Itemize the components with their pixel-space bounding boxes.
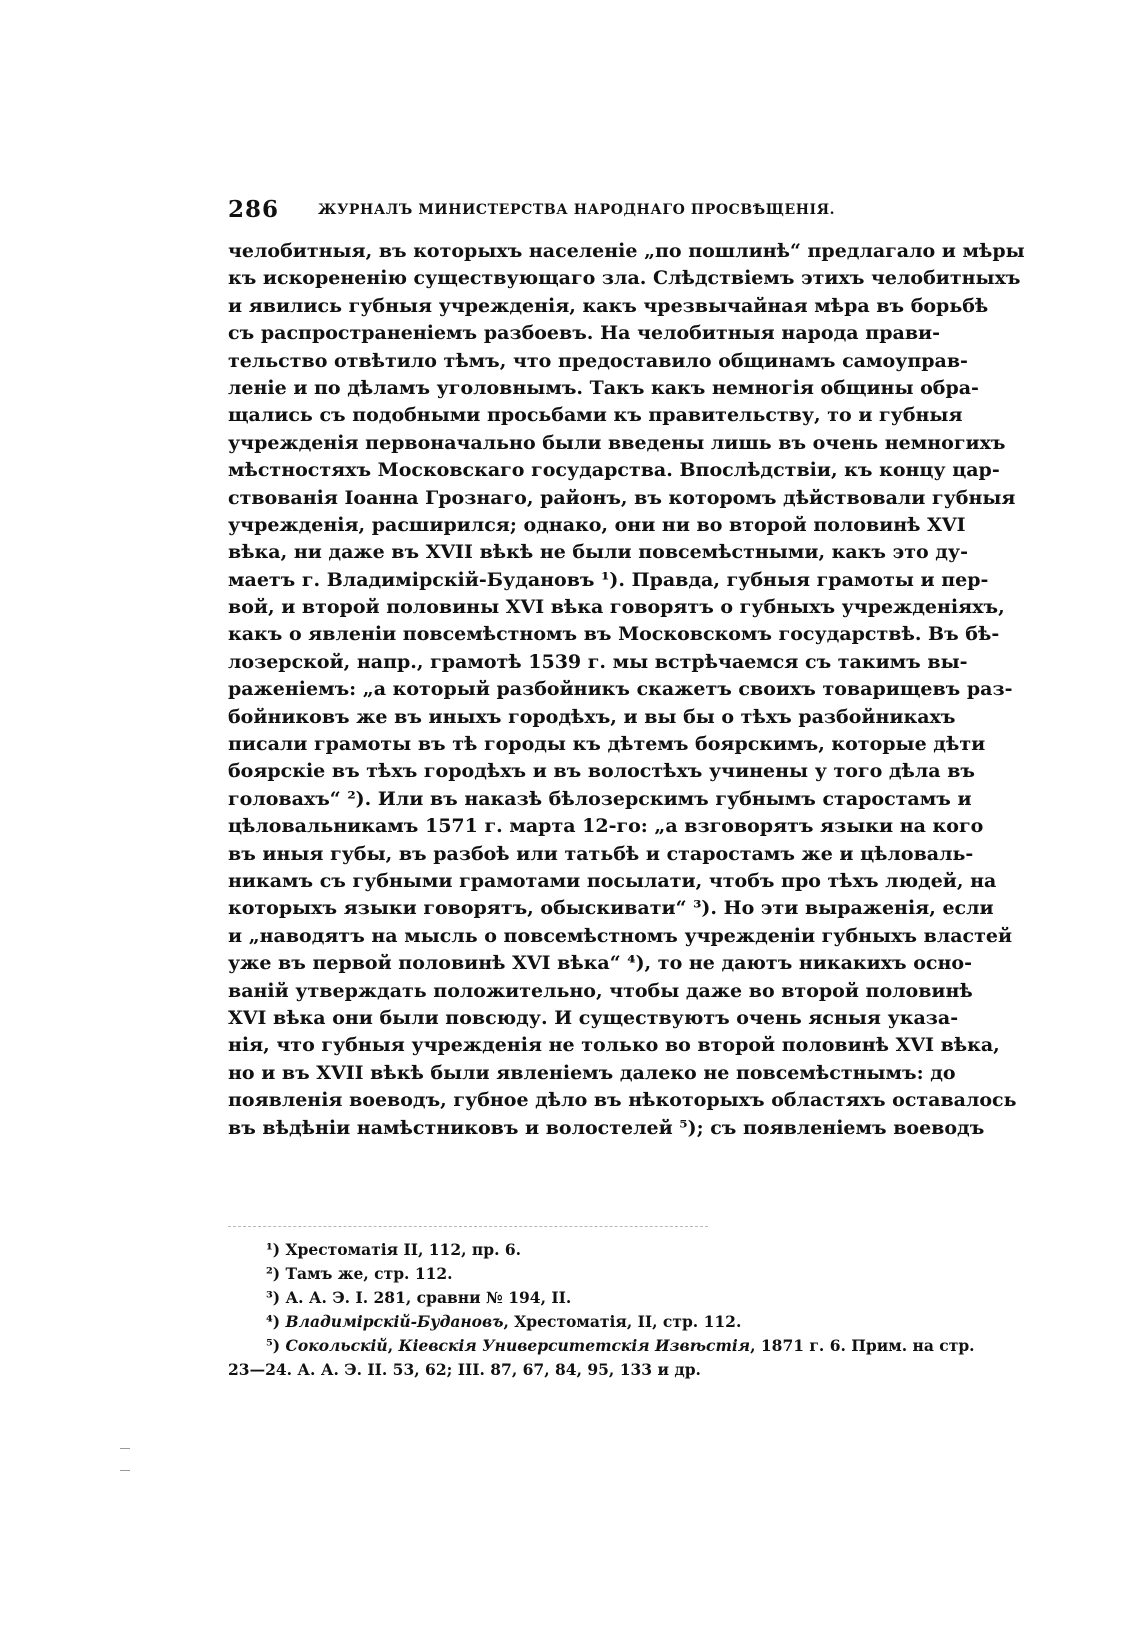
scan-mark <box>120 1470 130 1471</box>
text-line: какъ о явленіи повсемѣстномъ въ Московскомъ государствѣ. Въ бѣ- <box>228 623 1000 646</box>
text-line: тельство отвѣтило тѣмъ, что предоставило общинамъ самоуправ- <box>228 349 968 372</box>
text-line: лозерской, напр., грамотѣ 1539 г. мы встрѣчаемся съ такимъ вы- <box>228 650 968 673</box>
text-line: въ вѣдѣніи намѣстниковъ и волостелей ⁵); съ появленіемъ воеводъ <box>228 1116 985 1139</box>
footnote-5-marker: ⁵) <box>266 1336 286 1355</box>
text-line: съ распространеніемъ разбоевъ. На челобитныя народа прави- <box>228 322 940 345</box>
footnote-5-journal: Кіевскія Университетскія Извѣстія <box>398 1336 751 1355</box>
text-line: маетъ г. Владимірскій-Будановъ ¹). Правда, губныя грамоты и пер- <box>228 568 989 591</box>
text-line: челобитныя, въ которыхъ населеніе „по пошлинѣ“ предлагало и мѣры <box>228 240 1025 262</box>
text-line: къ искорененію существующаго зла. Слѣдствіемъ этихъ челобитныхъ <box>228 267 1021 290</box>
footnote-5-sep: , <box>387 1336 399 1355</box>
text-line: головахъ“ ²). Или въ наказѣ бѣлозерскимъ губнымъ старостамъ и <box>228 787 972 810</box>
footnote-5-continuation: 23—24. А. А. Э. II. 53, 62; III. 87, 67, 84, 95, 133 и др. <box>228 1360 701 1379</box>
scan-mark <box>120 1448 130 1449</box>
text-line: вѣка, ни даже въ XVII вѣкѣ не были повсемѣстными, какъ это ду- <box>228 541 968 564</box>
text-line: щались съ подобными просьбами къ правительству, то и губныя <box>228 404 963 427</box>
text-line: цѣловальникамъ 1571 г. марта 12-го: „а взговорятъ языки на кого <box>228 815 984 838</box>
page-number: 286 <box>228 196 280 223</box>
text-line: леніе и по дѣламъ уголовнымъ. Такъ какъ немногія общины обра- <box>228 376 979 399</box>
footnote-5-author: Сокольскій <box>285 1336 388 1355</box>
text-line: бойниковъ же въ иныхъ городѣхъ, и вы бы о тѣхъ разбойникахъ <box>228 705 956 728</box>
text-line: ствованія Іоанна Грознаго, районъ, въ которомъ дѣйствовали губныя <box>228 486 1016 509</box>
text-line: вой, и второй половины XVI вѣка говорятъ о губныхъ учрежденіяхъ, <box>228 596 1005 619</box>
footnotes <box>228 1238 975 1382</box>
footnote-5-text: , 1871 г. 6. Прим. на стр. <box>750 1336 975 1355</box>
page-header <box>228 196 940 226</box>
text-line: которыхъ языки говорятъ, обыскивати“ ³). Но эти выраженія, если <box>228 897 994 920</box>
text-line: писали грамоты въ тѣ городы къ дѣтемъ боярскимъ, которые дѣти <box>228 733 986 756</box>
text-line: и явились губныя учрежденія, какъ чрезвычайная мѣра въ борьбѣ <box>228 294 989 317</box>
text-line: и „наводятъ на мысль о повсемѣстномъ учрежденіи губныхъ властей <box>228 924 1013 947</box>
footnote-4-text: , Хрестоматія, II, стр. 112. <box>503 1312 742 1331</box>
main-text <box>228 238 1025 1142</box>
text-line: учрежденія, расширился; однако, они ни во второй половинѣ XVI <box>228 513 966 536</box>
footnote-4-author: Владимірскій-Будановъ <box>285 1312 504 1331</box>
text-line: нія, что губныя учрежденія не только во второй половинѣ XVI вѣка, <box>228 1034 1000 1057</box>
text-line: въ иныя губы, въ разбоѣ или татьбѣ и старостамъ же и цѣловаль- <box>228 842 974 865</box>
footnote-4-marker: ⁴) <box>266 1312 286 1331</box>
footnote-3: ³) А. А. Э. I. 281, сравни № 194, II. <box>266 1288 572 1307</box>
text-line: мѣстностяхъ Московскаго государства. Впослѣдствіи, къ концу цар- <box>228 459 1000 482</box>
footnote-4 <box>228 1310 940 1334</box>
footnote-5 <box>228 1334 975 1358</box>
text-line: никамъ съ губными грамотами посылати, чтобъ про тѣхъ людей, на <box>228 869 997 892</box>
text-line: но и въ XVII вѣкѣ были явленіемъ далеко не повсемѣстнымъ: до <box>228 1061 956 1084</box>
footnote-separator <box>228 1226 708 1227</box>
text-line: уже въ первой половинѣ XVI вѣка“ ⁴), то не даютъ никакихъ осно- <box>228 952 972 975</box>
running-title: ЖУРНАЛЪ МИНИСТЕРСТВА НАРОДНАГО ПРОСВѢЩЕНІЯ. <box>318 202 836 218</box>
text-line: учрежденія первоначально были введены лишь въ очень немногихъ <box>228 431 1006 454</box>
footnote-2: ²) Тамъ же, стр. 112. <box>266 1264 453 1283</box>
text-line: ваній утверждать положительно, чтобы даже во второй половинѣ <box>228 979 973 1002</box>
text-line: раженіемъ: „а который разбойникъ скажетъ своихъ товарищевъ раз- <box>228 678 1013 701</box>
footnote-1: ¹) Хрестоматія II, 112, пр. 6. <box>266 1240 522 1259</box>
text-line: боярскіе въ тѣхъ городѣхъ и въ волостѣхъ учинены у того дѣла въ <box>228 760 975 783</box>
text-line: XVI вѣка они были повсюду. И существуютъ очень ясныя указа- <box>228 1006 959 1029</box>
text-line: появленія воеводъ, губное дѣло въ нѣкоторыхъ областяхъ оставалось <box>228 1089 1017 1112</box>
